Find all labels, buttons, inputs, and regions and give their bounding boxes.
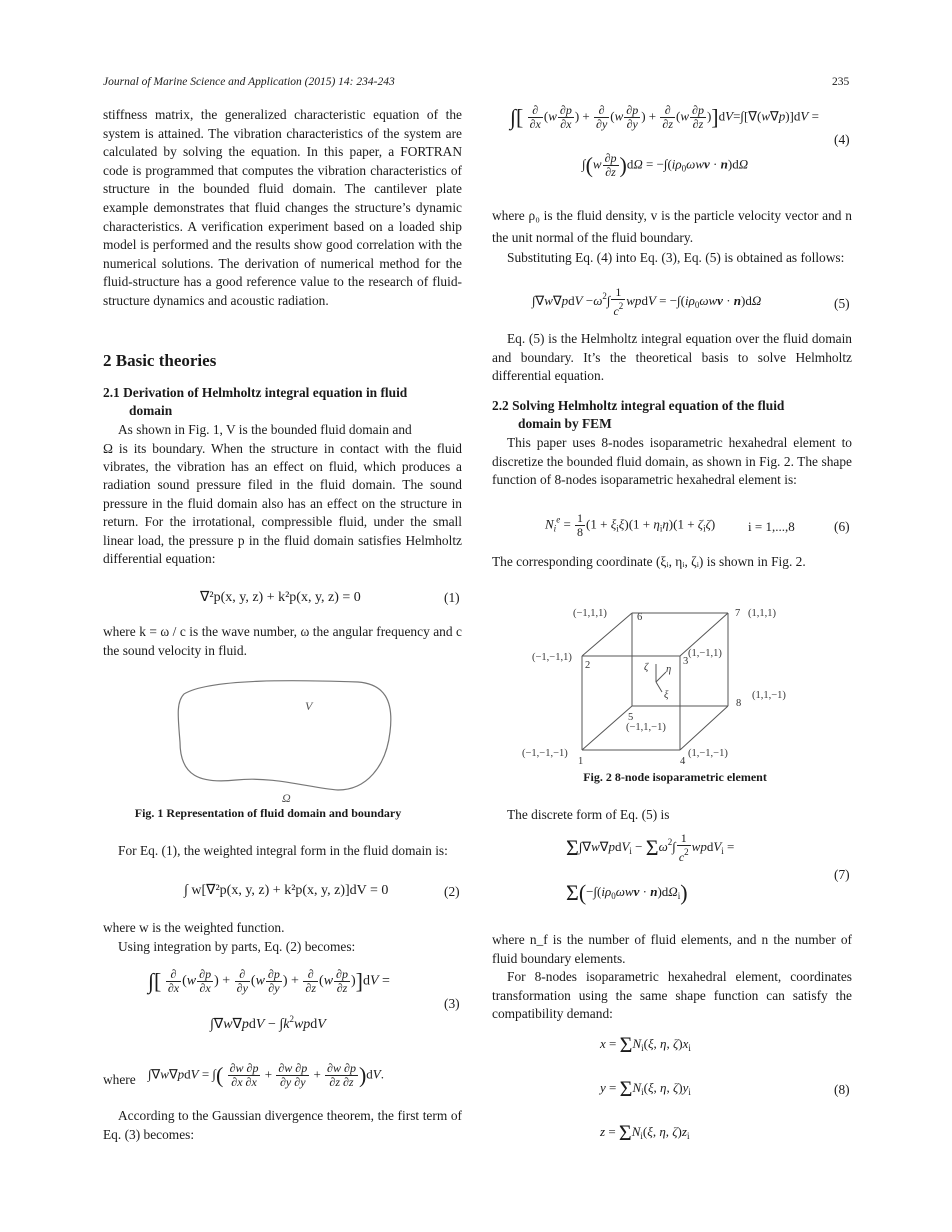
equation-6: $N_i^e$ = $\frac{1}{8}$ $(1 + \xi_i\xi)(1 + \eta_i\eta)(1 + \zeta_i\zeta)$ <box>545 511 716 539</box>
subsection-title-2-2: 2.2 Solving Helmholtz integral equation of the fluid <box>492 398 785 413</box>
node-7-coord: (1,1,1) <box>748 608 776 619</box>
equation-3-where: ∫∇w∇pdV = ∫( $\frac{\partial w \partial p}{\partial x \partial x}$ + $\frac{\partial w \partial p}{\partial y \partial y}$ + $\frac{\partial w \partial p}{\partial z \partial z}$ )dV. <box>148 1061 384 1089</box>
page-number: 235 <box>832 76 850 88</box>
intro-text: stiffness matrix, the generalized characteristic equation of the system is attained. The vibration characteristics of the system are calculated by solving the equation. In this paper, a FORTRAN code is programmed that computes the vibration characteristics of structure in the bounded fluid domain. The cantilever plate example demonstrates that fluid changes the structure’s dynamic characteristics. A verification experiment based on a loaded ship model is performed and the results show good correlation with the numerical solutions. The derivation of numerical method for the fluid-structure has a good reference value to the research of fluid-structure dynamics and acoustic radiation. <box>103 107 462 308</box>
fem-paragraph <box>492 434 852 490</box>
equation-4: ∫[ $\frac{\partial}{\partial x}$ (w $\frac{\partial p}{\partial x}$ ) + $\frac{\partial}{\partial y}$ (w $\frac{\partial p}{\partial y}$ ) + $\frac{\partial}{\partial z}$ (w $\frac{\partial p}{\partial z}$ )]dV=∫[∇(w∇p)]dV = <box>510 103 819 131</box>
subsection-title-2-1-cont: domain <box>129 403 173 418</box>
fig1-paragraph <box>103 421 462 568</box>
edge <box>680 706 728 750</box>
fig1-caption: Fig. 1 Representation of fluid domain and boundary <box>134 806 402 820</box>
equation-3-number: (3) <box>444 996 460 1011</box>
where-7-text: where n_f is the number of fluid elements, and n the number of fluid boundary elements. <box>492 932 852 966</box>
equation-1: ∇²p(x, y, z) + k²p(x, y, z) = 0 <box>200 590 361 605</box>
edge <box>582 706 632 750</box>
fig1-label-omega: Ω <box>282 791 291 805</box>
equation-4-number: (4) <box>834 132 850 147</box>
node-8-coord: (1,1,−1) <box>752 690 786 701</box>
where-w-text: where w is the weighted function. <box>103 920 285 935</box>
node-5-coord: (−1,1,−1) <box>626 722 666 733</box>
equation-3: ∫[ $\frac{\partial}{\partial x}$ (w $\frac{\partial p}{\partial x}$ ) + $\frac{\partial}{\partial y}$ (w $\frac{\partial p}{\partial y}$ ) + $\frac{\partial}{\partial z}$ (w $\frac{\partial p}{\partial z}$ )]dV = <box>148 967 390 995</box>
where-3-label: where <box>103 1072 136 1087</box>
discrete-text: The discrete form of Eq. (5) is <box>507 807 670 822</box>
equation-8-x: $x = \Sigma N_i(\xi$, η, $\zeta)x_i$ <box>600 1032 691 1057</box>
coord-paragraph <box>492 553 852 572</box>
fem-text: This paper uses 8-nodes isoparametric hexahedral element to discretize the bounded fluid domain, as shown in Fig. 2. The shape function of 8-nodes isoparametric hexahedral element is: <box>492 435 852 488</box>
fluid-domain-boundary <box>178 681 391 790</box>
zeta-label: ζ <box>644 662 649 673</box>
equation-8-number: (8) <box>834 1082 850 1097</box>
where-4-paragraph <box>492 205 852 268</box>
node-4-label: 4 <box>680 756 686 767</box>
subsection-title-2-1: 2.1 Derivation of Helmholtz integral equation in fluid <box>103 385 408 400</box>
where-7-paragraph <box>492 931 852 1024</box>
equation-6-number: (6) <box>834 519 850 534</box>
discrete-paragraph <box>492 806 852 825</box>
equation-2: ∫ w[∇²p(x, y, z) + k²p(x, y, z)]dV = 0 <box>184 883 389 898</box>
intro-paragraph <box>103 106 462 311</box>
equation-6-range: i = 1,...,8 <box>748 519 795 534</box>
subsection-title-2-2-cont: domain by FEM <box>518 416 612 431</box>
node-3-label: 3 <box>683 656 689 667</box>
eta-axis <box>656 672 666 682</box>
weighted-text: For Eq. (1), the weighted integral form in the fluid domain is: <box>118 843 448 858</box>
equation-7-number: (7) <box>834 867 850 882</box>
parts-text: Using integration by parts, Eq. (2) becomes: <box>118 938 356 954</box>
node-1-label: 1 <box>578 756 584 767</box>
equation-8-y: $y = \Sigma N_i(\xi$, η, $\zeta)y_i$ <box>600 1076 691 1101</box>
fig1-domain-diagram <box>170 672 400 807</box>
equation-5: $\int\nabla w\nabla pdV -\omega^2\int$ $\frac{1}{c^2}$ wpdV = $-\int(i\rho_0\omega wv \cdot n)d\Omega$ <box>532 285 762 318</box>
equation-8-z: $z = \Sigma N_i(\xi$, η, $\zeta)z_i$ <box>600 1120 690 1145</box>
equation-4-line2: ∫(w $\frac{\partial p}{\partial z}$ )$d\Omega = -\int(i\rho_0\omega wv \cdot n)d\Omega$ <box>582 151 749 179</box>
equation-2-number: (2) <box>444 884 460 899</box>
xi-axis <box>656 682 662 692</box>
equation-5-number: (5) <box>834 296 850 311</box>
gauss-paragraph <box>103 1107 462 1144</box>
node-2-coord: (−1,−1,1) <box>532 652 572 663</box>
equation-3-line2: $\int\nabla w\nabla pdV - \int k^2wpdV$ <box>210 1014 326 1032</box>
fig1-paragraph-body: Ω is its boundary. When the structure in contact with the fluid vibrates, the vibration has an effect on fluid, which produces a radiation sound pressure filed in the fluid domain. The sound pressure in the fluid domain also has an effect on the structure in return. For the irrotational, compressible fluid, under the small linear load, the pressure p in the fluid domain satisfies Helmholtz differential equation: <box>103 440 462 567</box>
node-2-label: 2 <box>585 660 591 671</box>
fig1-paragraph-line1: As shown in Fig. 1, V is the bounded fluid domain and <box>118 422 412 437</box>
journal-year-pages: (2015) 14: 234-243 <box>304 76 395 88</box>
eq5-paragraph <box>492 330 852 386</box>
node-6-label: 6 <box>637 612 643 623</box>
eq5-text: Eq. (5) is the Helmholtz integral equation over the fluid domain and boundary. It’s the theoretical basis to solve Helmholtz differential equation. <box>492 331 852 384</box>
where-1-text: where k = ω / c is the wave number, ω the angular frequency and c the sound velocity in fluid. <box>103 624 462 658</box>
equation-7: $\Sigma\int\nabla w\nabla pdV_i - \Sigma\omega^2\int$ $\frac{1}{c^2}$ wpdV$_i$ = <box>566 831 735 864</box>
node-1-coord: (−1,−1,−1) <box>522 748 568 759</box>
coord-text: The corresponding coordinate (ξᵢ, ηᵢ, ζᵢ) is shown in Fig. 2. <box>492 554 806 569</box>
subst-text: Substituting Eq. (4) into Eq. (3), Eq. (5) is obtained as follows: <box>507 250 845 265</box>
node-8-label: 8 <box>736 698 742 709</box>
node-3-coord: (1,−1,1) <box>688 648 722 659</box>
where-4-text: where ρ₀ is the fluid density, v is the particle velocity vector and n the unit normal of the fluid boundary. <box>492 208 852 245</box>
weighted-paragraph <box>103 842 462 861</box>
xi-label: ξ <box>664 690 669 701</box>
fig1-label-v: V <box>305 699 313 713</box>
equation-1-number: (1) <box>444 590 460 605</box>
node-6-coord: (−1,1,1) <box>573 608 607 619</box>
fig2-caption: Fig. 2 8-node isoparametric element <box>583 770 767 784</box>
node-4-coord: (1,−1,−1) <box>688 748 728 759</box>
equation-7-line2: $\Sigma(-\int(i\rho_0\omega wv \cdot n)d\Omega_i)$ <box>566 880 688 905</box>
gauss-text: According to the Gaussian divergence theorem, the first term of Eq. (3) becomes: <box>103 1108 462 1142</box>
section-title: 2 Basic theories <box>103 351 217 370</box>
where-w-paragraph <box>103 919 462 956</box>
where-paragraph-1 <box>103 623 462 660</box>
fig2-hexahedral-element <box>520 600 820 770</box>
eta-label: η <box>666 664 672 675</box>
node-7-label: 7 <box>735 608 741 619</box>
journal-name: Journal of Marine Science and Application <box>103 76 302 88</box>
node-5-label: 5 <box>628 712 634 723</box>
transform-text: For 8-nodes isoparametric hexahedral element, coordinates transformation using the same shape function can satisfy the compatibility demand: <box>492 969 852 1022</box>
edge <box>582 613 632 656</box>
running-header <box>103 76 395 88</box>
